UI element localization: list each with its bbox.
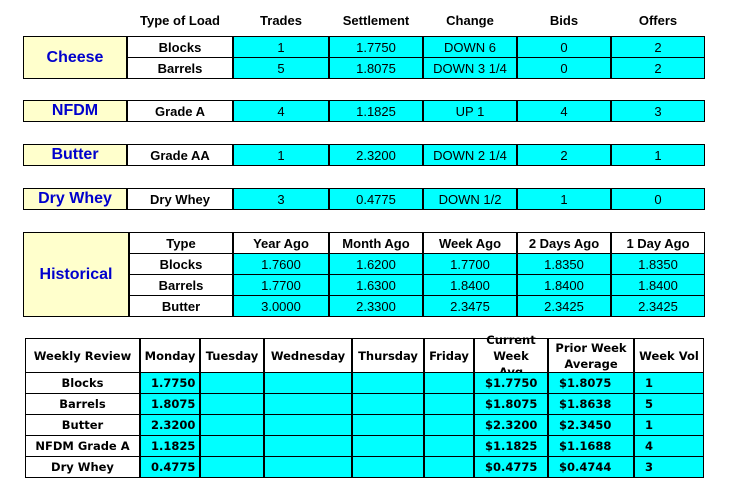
dry-whey-change: DOWN 1/2 <box>423 188 517 210</box>
historical-cell: 1.8400 <box>611 274 705 296</box>
historical-cell: 3.0000 <box>233 295 329 317</box>
weekly-prior-avg-cell: $1.8638 <box>548 393 634 415</box>
nfdm-type: Grade A <box>127 100 233 122</box>
weekly-header-thursday: Thursday <box>352 338 424 373</box>
historical-cell: 2.3425 <box>611 295 705 317</box>
weekly-header-wednesday: Wednesday <box>264 338 352 373</box>
historical-cell: 2.3300 <box>329 295 423 317</box>
weekly-tuesday-cell <box>200 435 264 457</box>
historical-row-label: Butter <box>129 295 233 317</box>
dry-whey-offers: 0 <box>611 188 705 210</box>
butter-bids: 2 <box>517 144 611 166</box>
weekly-wednesday-cell <box>264 372 352 394</box>
weekly-header-tuesday: Tuesday <box>200 338 264 373</box>
weekly-tuesday-cell <box>200 414 264 436</box>
nfdm-bids: 4 <box>517 100 611 122</box>
weekly-monday-cell: 1.1825 <box>140 435 200 457</box>
historical-cell: 1.8350 <box>517 253 611 275</box>
weekly-thursday-cell <box>352 372 424 394</box>
butter-change: DOWN 2 1/4 <box>423 144 517 166</box>
historical-cell: 1.8400 <box>423 274 517 296</box>
header-bids: Bids <box>549 13 579 28</box>
historical-row-label: Barrels <box>129 274 233 296</box>
weekly-current-avg-cell: $0.4775 <box>474 456 548 478</box>
cheese-blocks-change: DOWN 6 <box>423 36 517 58</box>
weekly-thursday-cell <box>352 414 424 436</box>
weekly-header-weekly-review: Weekly Review <box>25 338 140 373</box>
category-nfdm: NFDM <box>23 100 127 122</box>
category-butter: Butter <box>23 144 127 166</box>
weekly-tuesday-cell <box>200 372 264 394</box>
weekly-vol-cell: 3 <box>634 456 704 478</box>
dry-whey-type: Dry Whey <box>127 188 233 210</box>
weekly-friday-cell <box>424 393 474 415</box>
weekly-current-avg-cell: $1.1825 <box>474 435 548 457</box>
weekly-header-friday: Friday <box>424 338 474 373</box>
weekly-row-label: Blocks <box>25 372 140 394</box>
cheese-blocks-bids: 0 <box>517 36 611 58</box>
weekly-row-label: Dry Whey <box>25 456 140 478</box>
weekly-current-avg-cell: $2.3200 <box>474 414 548 436</box>
header-change: Change <box>446 13 494 28</box>
cheese-blocks-offers: 2 <box>611 36 705 58</box>
historical-cell: 1.8400 <box>517 274 611 296</box>
cheese-blocks-type: Blocks <box>127 36 233 58</box>
historical-cell: 1.8350 <box>611 253 705 275</box>
weekly-row-label: NFDM Grade A <box>25 435 140 457</box>
weekly-vol-cell: 1 <box>634 372 704 394</box>
cheese-barrels-change: DOWN 3 1/4 <box>423 57 517 79</box>
cheese-barrels-trades: 5 <box>233 57 329 79</box>
historical-header-1-day-ago: 1 Day Ago <box>611 232 705 254</box>
butter-trades: 1 <box>233 144 329 166</box>
weekly-header-monday: Monday <box>140 338 200 373</box>
weekly-prior-avg-cell: $2.3450 <box>548 414 634 436</box>
dry-whey-trades: 3 <box>233 188 329 210</box>
historical-header-year-ago: Year Ago <box>233 232 329 254</box>
nfdm-settlement: 1.1825 <box>329 100 423 122</box>
historical-cell: 1.7700 <box>233 274 329 296</box>
weekly-monday-cell: 1.7750 <box>140 372 200 394</box>
weekly-wednesday-cell <box>264 435 352 457</box>
butter-type: Grade AA <box>127 144 233 166</box>
weekly-current-avg-cell: $1.8075 <box>474 393 548 415</box>
header-offers: Offers <box>638 13 678 28</box>
weekly-tuesday-cell <box>200 456 264 478</box>
historical-header-week-ago: Week Ago <box>423 232 517 254</box>
butter-settlement: 2.3200 <box>329 144 423 166</box>
cheese-blocks-settlement: 1.7750 <box>329 36 423 58</box>
nfdm-offers: 3 <box>611 100 705 122</box>
weekly-prior-avg-cell: $1.1688 <box>548 435 634 457</box>
category-historical: Historical <box>23 232 129 317</box>
historical-header-type: Type <box>129 232 233 254</box>
cheese-barrels-offers: 2 <box>611 57 705 79</box>
weekly-prior-avg-cell: $0.4744 <box>548 456 634 478</box>
header-trades: Trades <box>260 13 302 28</box>
historical-header-2-days-ago: 2 Days Ago <box>517 232 611 254</box>
weekly-thursday-cell <box>352 393 424 415</box>
category-dry-whey: Dry Whey <box>23 188 127 210</box>
historical-row-label: Blocks <box>129 253 233 275</box>
weekly-vol-cell: 4 <box>634 435 704 457</box>
cheese-barrels-type: Barrels <box>127 57 233 79</box>
weekly-wednesday-cell <box>264 456 352 478</box>
weekly-friday-cell <box>424 456 474 478</box>
historical-cell: 1.7600 <box>233 253 329 275</box>
weekly-header-week-vol: Week Vol <box>634 338 704 373</box>
historical-header-month-ago: Month Ago <box>329 232 423 254</box>
weekly-vol-cell: 1 <box>634 414 704 436</box>
weekly-wednesday-cell <box>264 414 352 436</box>
header-settlement: Settlement <box>342 13 410 28</box>
butter-offers: 1 <box>611 144 705 166</box>
weekly-wednesday-cell <box>264 393 352 415</box>
nfdm-change: UP 1 <box>423 100 517 122</box>
historical-cell: 1.7700 <box>423 253 517 275</box>
category-cheese: Cheese <box>23 36 127 79</box>
weekly-tuesday-cell <box>200 393 264 415</box>
weekly-header-current-week-avg: Current Week <box>474 338 548 373</box>
weekly-row-label: Butter <box>25 414 140 436</box>
nfdm-trades: 4 <box>233 100 329 122</box>
weekly-monday-cell: 2.3200 <box>140 414 200 436</box>
historical-cell: 1.6300 <box>329 274 423 296</box>
cheese-blocks-trades: 1 <box>233 36 329 58</box>
dry-whey-bids: 1 <box>517 188 611 210</box>
dry-whey-settlement: 0.4775 <box>329 188 423 210</box>
cheese-barrels-settlement: 1.8075 <box>329 57 423 79</box>
weekly-vol-cell: 5 <box>634 393 704 415</box>
header-type-of-load: Type of Load <box>140 13 220 28</box>
weekly-header-prior-week-average: Prior Week Average <box>548 338 634 373</box>
historical-cell: 1.6200 <box>329 253 423 275</box>
weekly-current-avg-cell: $1.7750 <box>474 372 548 394</box>
weekly-friday-cell <box>424 435 474 457</box>
historical-cell: 2.3425 <box>517 295 611 317</box>
weekly-prior-avg-cell: $1.8075 <box>548 372 634 394</box>
cheese-barrels-bids: 0 <box>517 57 611 79</box>
historical-cell: 2.3475 <box>423 295 517 317</box>
weekly-monday-cell: 0.4775 <box>140 456 200 478</box>
weekly-thursday-cell <box>352 456 424 478</box>
weekly-monday-cell: 1.8075 <box>140 393 200 415</box>
weekly-row-label: Barrels <box>25 393 140 415</box>
weekly-friday-cell <box>424 372 474 394</box>
weekly-friday-cell <box>424 414 474 436</box>
weekly-thursday-cell <box>352 435 424 457</box>
